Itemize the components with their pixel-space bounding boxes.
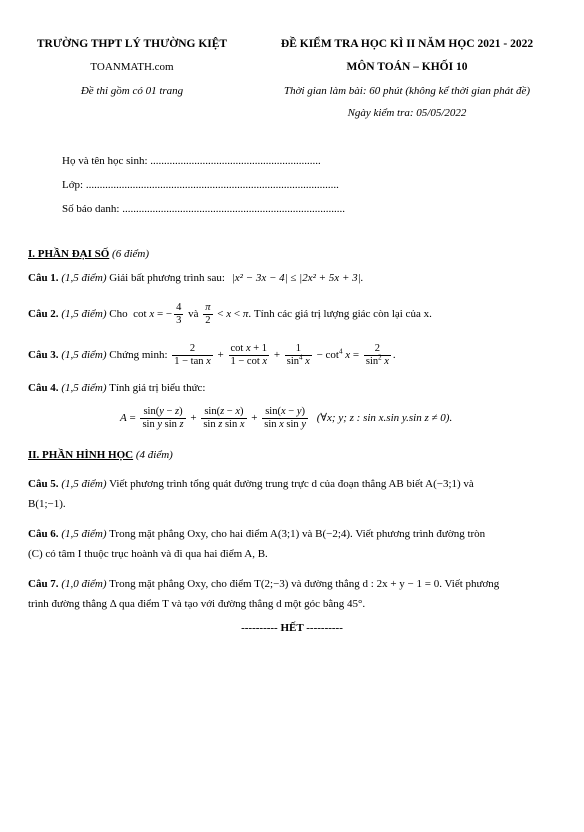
q6-line2: (C) có tâm I thuộc trục hoành và đi qua hai điểm A, B. (28, 548, 268, 560)
q7-points: (1,0 điểm) (61, 578, 107, 590)
q4-condition: (∀x; y; z : sin x.sin y.sin z ≠ 0). (316, 412, 453, 424)
site-name: TOANMATH.com (90, 61, 174, 73)
part1-title: I. PHẦN ĐẠI SỐ (28, 248, 110, 260)
question-7 (28, 574, 556, 614)
q2-text-b: và (188, 308, 199, 320)
q1-formula: |x² − 3x − 4| ≤ |2x² + 5x + 3|. (231, 272, 364, 284)
part2-heading (28, 449, 173, 461)
school-name: TRƯỜNG THPT LÝ THƯỜNG KIỆT (36, 38, 228, 50)
q3-points: (1,5 điểm) (61, 349, 107, 361)
q6-label: Câu 6. (28, 528, 59, 540)
question-1 (28, 272, 363, 284)
q7-line1: Trong mặt phẳng Oxy, cho điểm T(2;−3) và đường thẳng d : 2x + y − 1 = 0. Viết phương (109, 578, 500, 590)
q5-points: (1,5 điểm) (61, 478, 107, 490)
exam-title: ĐỀ KIỂM TRA HỌC KÌ II NĂM HỌC 2021 - 2022 (280, 38, 534, 50)
date-note: Ngày kiểm tra: 05/05/2022 (347, 107, 467, 119)
q2-text-c: . Tính các giá trị lượng giác còn lại của x. (248, 308, 432, 320)
q7-line2: trình đường thẳng Δ qua điểm T và tạo với đường thẳng d một góc bằng 45°. (28, 598, 366, 610)
subject-title: MÔN TOÁN – KHỐI 10 (346, 61, 468, 73)
q3-identity-formula: $\frac{2}{\text{1 − tan x}}$ + $\frac{\text{cot x + 1}}{\text{1 − cot x}}$ + $\frac{1}{\sin^4 x}$ − $\cot^4 x$ = $\frac{2}{\sin^2 x}$ . (174, 342, 396, 367)
q2-range-formula: $\frac{\pi}{2}$ < x < π (205, 301, 249, 326)
q5-line1: Viết phương trình tổng quát đường trung trực d của đoạn thẳng AB biết A(−3;1) và (109, 478, 474, 490)
q2-points: (1,5 điểm) (61, 308, 107, 320)
q2-cot-formula: cot x = − $\frac{4}{3}$ (130, 301, 182, 326)
q5-label: Câu 5. (28, 478, 59, 490)
question-4 (28, 382, 205, 394)
question-2 (28, 300, 432, 328)
q1-label: Câu 1. (28, 272, 59, 284)
q6-line1: Trong mặt phẳng Oxy, cho hai điểm A(3;1) và B(−2;4). Viết phương trình đường tròn (109, 528, 486, 540)
q4-text: Tính giá trị biểu thức: (109, 382, 206, 394)
q4-expression: A = $\frac{\sin(y - z)}{\text{sin y sin z}}$ + $\frac{\sin(z - x)}{\text{sin z sin x}}$ + $\frac{\sin(x - y)}{\text{sin x sin y}}$ (∀x; y; z : sin x.sin y.sin z ≠ 0). (120, 405, 453, 430)
question-5 (28, 474, 556, 514)
q3-label: Câu 3. (28, 349, 59, 361)
student-name-field: Họ và tên học sinh: .............................................................. (62, 155, 321, 167)
q7-label: Câu 7. (28, 578, 59, 590)
q6-points: (1,5 điểm) (61, 528, 107, 540)
q4-label: Câu 4. (28, 382, 59, 394)
q1-text: Giải bất phương trình sau: (109, 272, 225, 284)
time-note: Thời gian làm bài: 60 phút (không kể thời gian phát đề) (283, 85, 531, 97)
part1-heading (28, 248, 149, 260)
end-marker: ---------- HẾT ---------- (241, 622, 343, 634)
student-class-field: Lớp: ............................................................................................ (62, 179, 339, 191)
q4-points: (1,5 điểm) (61, 382, 107, 394)
part2-points: (4 điểm) (135, 449, 173, 461)
student-id-field: Số báo danh: ................................................................................. (62, 203, 345, 215)
part2-title: II. PHẦN HÌNH HỌC (28, 449, 134, 461)
question-3 (28, 341, 396, 369)
pages-note: Đề thi gồm có 01 trang (80, 85, 184, 97)
q2-text-a: Cho (109, 308, 128, 320)
q3-text: Chứng minh: (109, 349, 168, 361)
question-6 (28, 524, 556, 564)
q5-line2: B(1;−1). (28, 498, 66, 510)
q2-label: Câu 2. (28, 308, 59, 320)
part1-points: (6 điểm) (112, 248, 150, 260)
q1-points: (1,5 điểm) (61, 272, 107, 284)
